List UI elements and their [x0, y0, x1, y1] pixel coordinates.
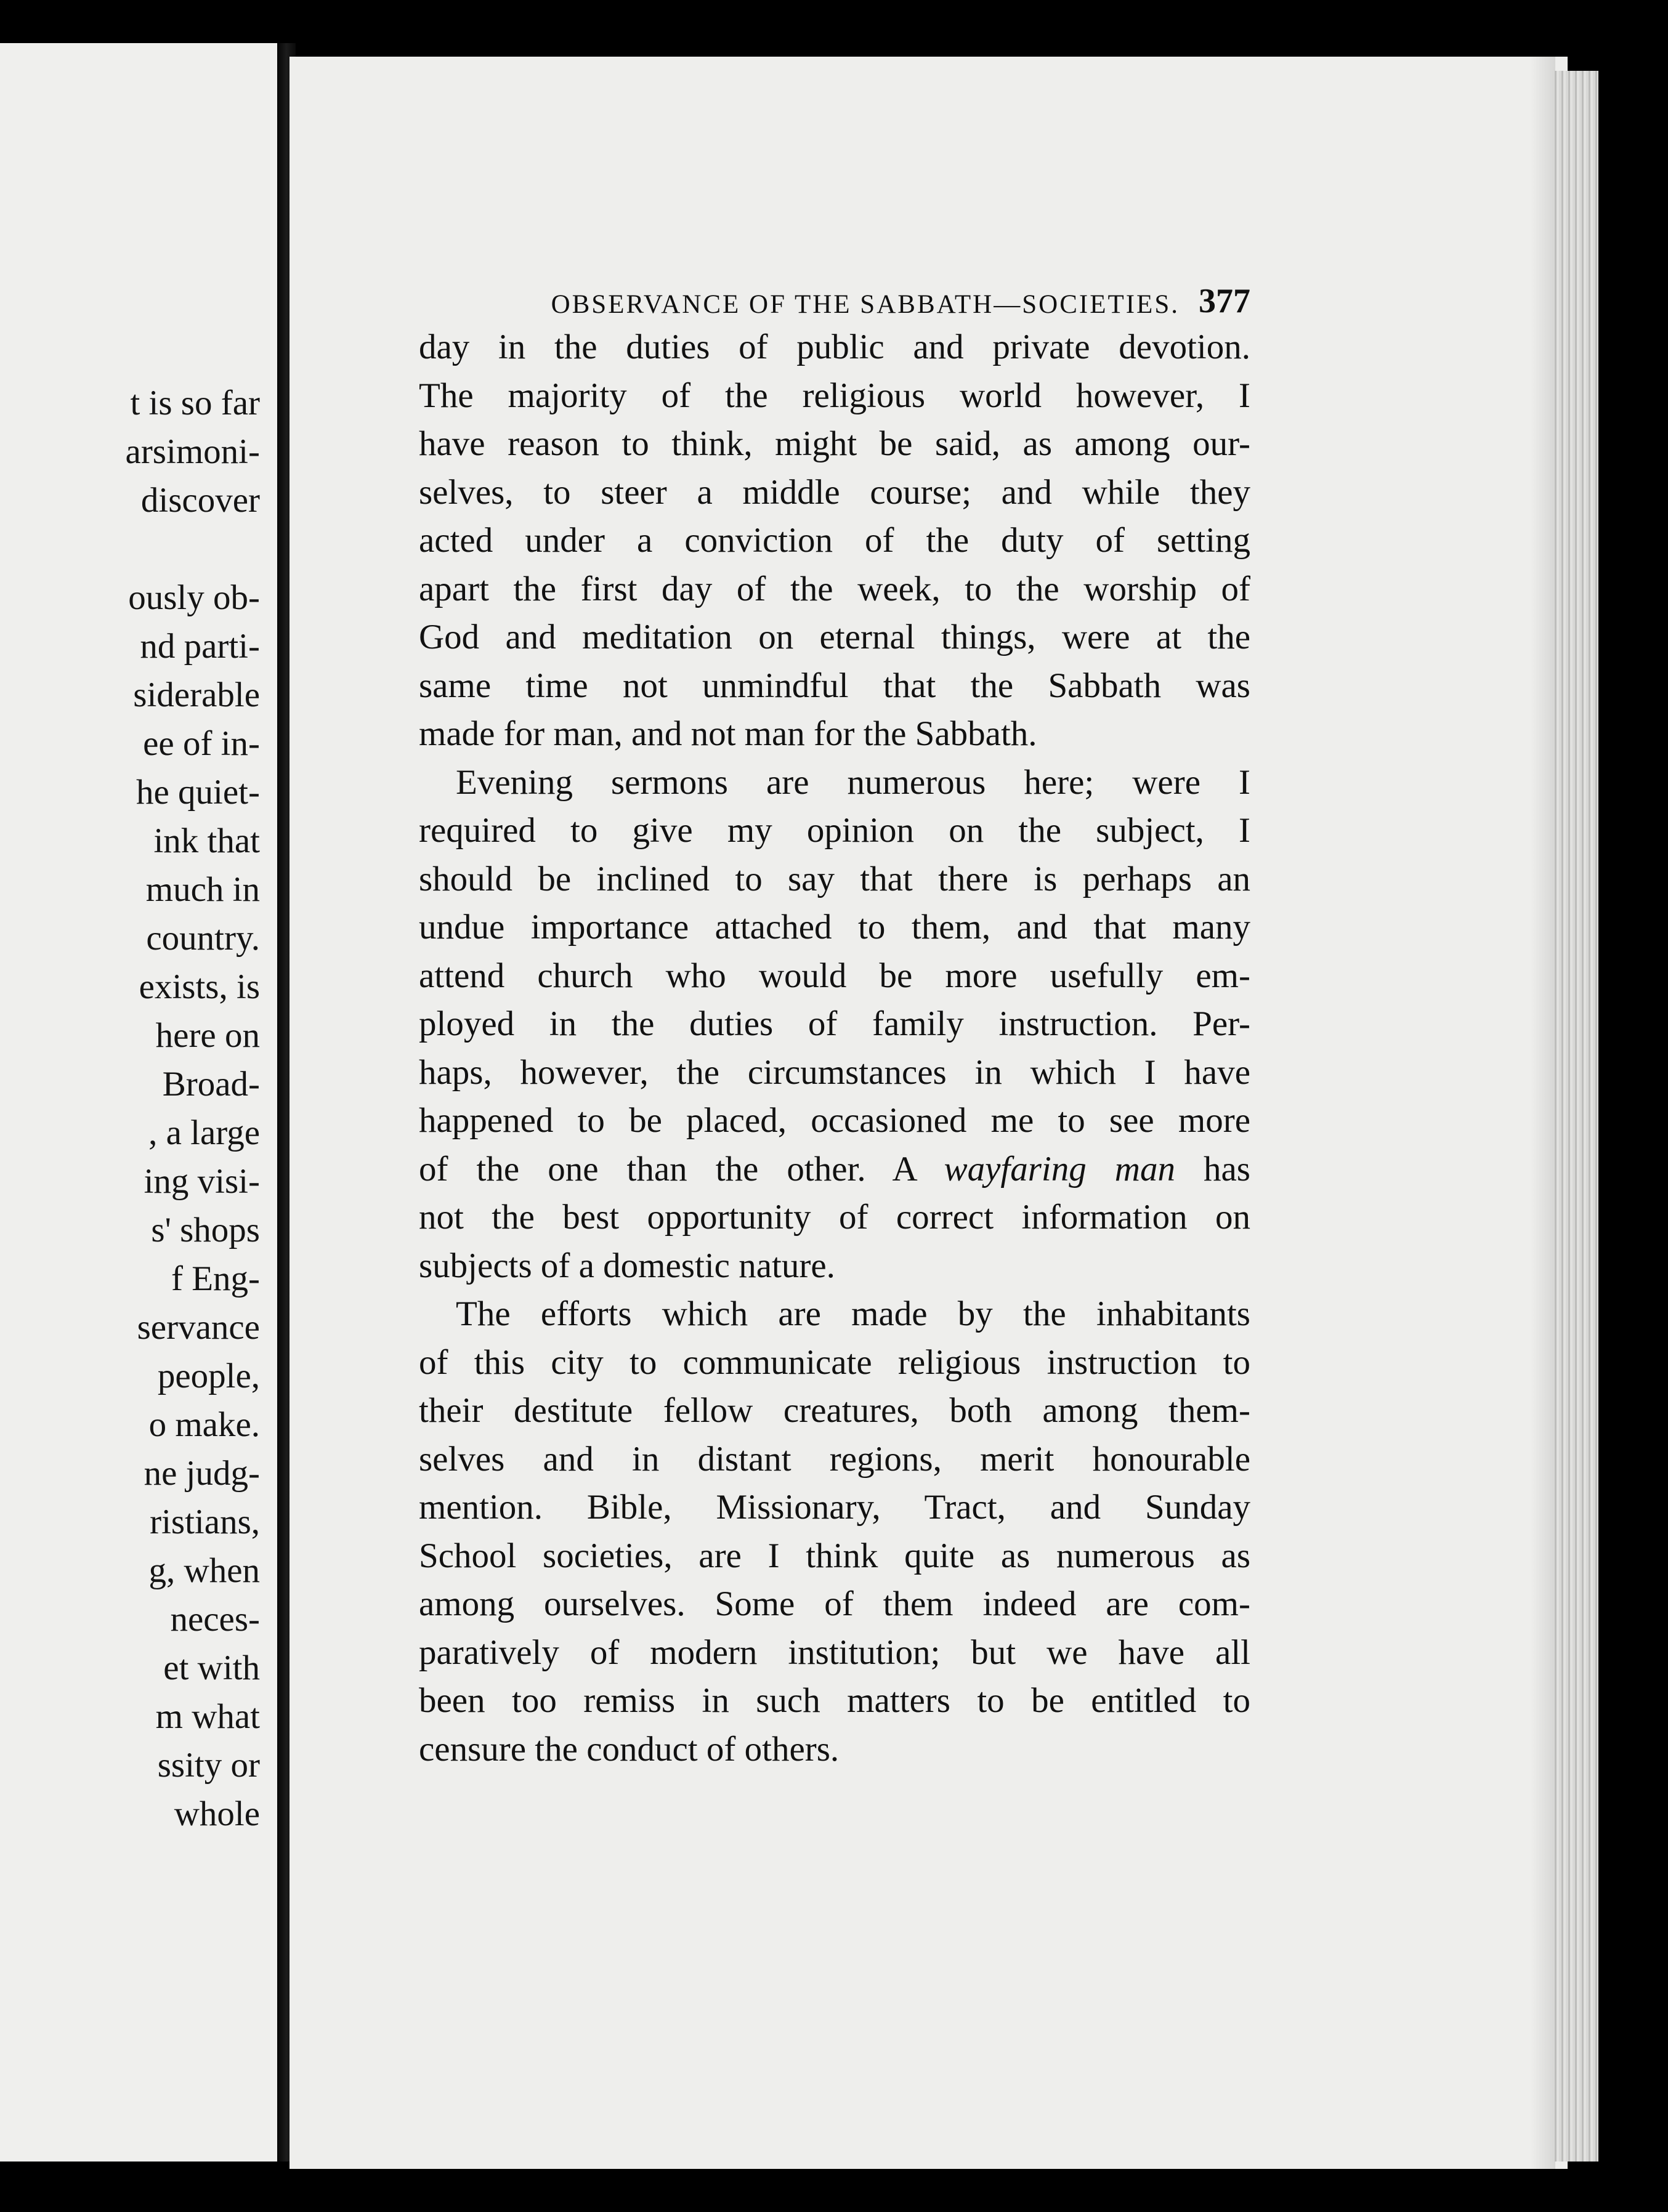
text-line: day in the duties of public and private devotion.: [419, 328, 1250, 366]
left-line: people,: [157, 1357, 260, 1395]
left-line: neces-: [170, 1600, 260, 1639]
text-line: their destitute fellow creatures, both among them-: [419, 1391, 1250, 1430]
text-line: paratively of modern institution; but we have all: [419, 1633, 1250, 1672]
left-line: o make.: [148, 1405, 260, 1444]
left-line: arsimoni-: [125, 432, 260, 471]
text-line: among ourselves. Some of them indeed are com-: [419, 1584, 1250, 1623]
text-line: acted under a conviction of the duty of setting: [419, 521, 1250, 560]
text-run: has: [1175, 1149, 1250, 1189]
text-line: happened to be placed, occasioned me to see more: [419, 1101, 1250, 1140]
left-line: ink that: [153, 821, 260, 860]
left-line: servance: [137, 1308, 260, 1347]
left-line: ne judg-: [144, 1454, 260, 1493]
running-head-title: OBSERVANCE OF THE SABBATH—SOCIETIES.: [551, 290, 1180, 319]
text-line: of this city to communicate religious instruction to: [419, 1342, 1250, 1382]
left-line: siderable: [133, 676, 260, 714]
left-line: exists, is: [139, 967, 260, 1006]
left-line: ing visi-: [144, 1162, 260, 1201]
left-line: here on: [155, 1016, 260, 1055]
running-head: [419, 280, 1250, 323]
left-line: f Eng-: [171, 1259, 260, 1298]
left-line: ously ob-: [128, 578, 260, 617]
left-line: Broad-: [162, 1065, 260, 1104]
text-line: God and meditation on eternal things, were at the: [419, 618, 1250, 656]
text-line: required to give my opinion on the subject, I: [419, 811, 1250, 850]
text-line: mention. Bible, Missionary, Tract, and Sunday: [419, 1488, 1250, 1527]
italic-phrase: wayfaring man: [944, 1149, 1175, 1189]
text-line: made for man, and not man for the Sabbath.: [419, 714, 1037, 753]
text-line: selves, to steer a middle course; and while they: [419, 472, 1250, 512]
left-line: ristians,: [150, 1503, 260, 1541]
text-line: attend church who would be more usefully em-: [419, 956, 1250, 995]
left-line: [126, 525, 260, 573]
left-line: et with: [163, 1649, 260, 1687]
text-line: haps, however, the circumstances in which I have: [419, 1052, 1250, 1092]
text-line: been too remiss in such matters to be entitled to: [419, 1681, 1250, 1720]
left-line: nd parti-: [140, 627, 260, 666]
text-line: apart the first day of the week, to the worship of: [419, 569, 1250, 608]
text-line: undue importance attached to them, and that many: [419, 908, 1250, 947]
left-line: t is so far: [130, 384, 260, 422]
text-line: Evening sermons are numerous here; were I: [456, 762, 1250, 802]
text-line: selves and in distant regions, merit honourable: [419, 1439, 1250, 1479]
left-line: g, when: [148, 1551, 260, 1590]
left-line: , a large: [148, 1113, 260, 1152]
text-line: should be inclined to say that there is perhaps an: [419, 859, 1250, 898]
text-line: have reason to think, might be said, as among our-: [419, 424, 1250, 463]
left-line: m what: [155, 1697, 260, 1736]
left-line: discover: [140, 481, 260, 520]
left-line: whole: [174, 1794, 260, 1833]
text-line: The efforts which are made by the inhabitants: [456, 1294, 1250, 1333]
body-text: [419, 323, 1250, 1774]
left-line: much in: [145, 870, 260, 909]
left-facing-page: [0, 43, 277, 2162]
left-line: he quiet-: [136, 773, 260, 812]
left-line: ssity or: [157, 1746, 260, 1785]
text-line: subjects of a domestic nature.: [419, 1246, 835, 1285]
left-line: country.: [146, 919, 260, 958]
page-edge-shadow: [1531, 57, 1555, 2169]
text-line: censure the conduct of others.: [419, 1729, 840, 1769]
left-line: ee of in-: [143, 724, 260, 763]
text-line: [419, 1145, 1250, 1194]
page-number: 377: [1199, 282, 1250, 320]
left-line: s' shops: [151, 1211, 260, 1249]
left-page-text: [126, 379, 260, 1838]
text-line: not the best opportunity of correct information on: [419, 1198, 1250, 1237]
text-line: same time not unmindful that the Sabbath was: [419, 666, 1250, 705]
text-line: School societies, are I think quite as numerous as: [419, 1536, 1250, 1575]
right-page-text-block: [419, 280, 1250, 1774]
text-run: of the one than the other. A: [419, 1149, 944, 1189]
text-line: The majority of the religious world however, I: [419, 376, 1250, 415]
text-line: ployed in the duties of family instruction. Per-: [419, 1004, 1250, 1043]
page-stack-edge: [1552, 71, 1598, 2162]
